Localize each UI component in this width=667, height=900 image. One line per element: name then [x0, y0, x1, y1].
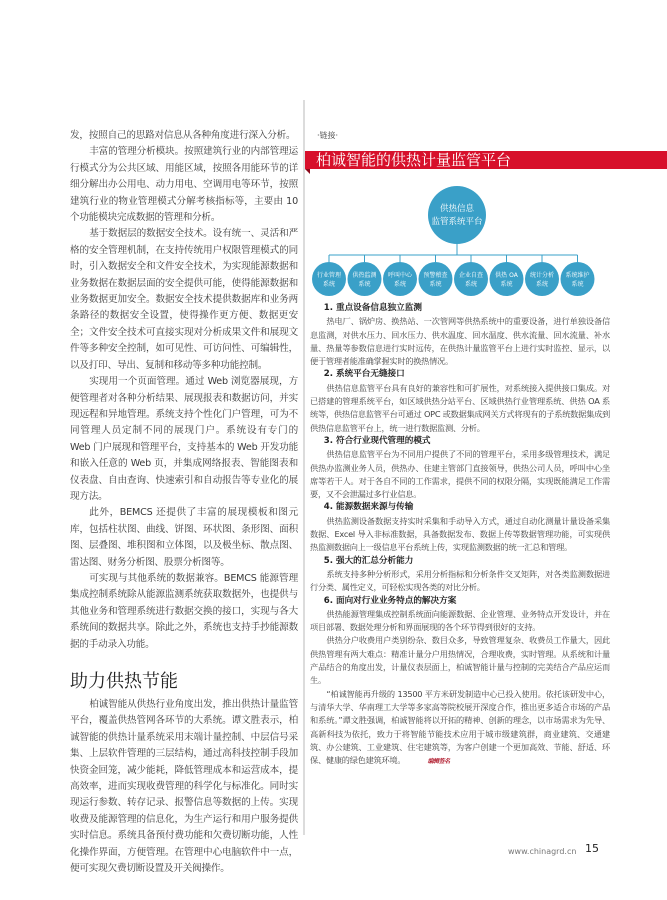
sidebar-item [310, 555, 610, 595]
item-heading: 5. 强大的汇总分析能力 [323, 555, 414, 566]
banner-fold [305, 169, 310, 174]
footer-url[interactable]: www.chinagrd.cn [508, 847, 577, 856]
sidebar-item [310, 435, 610, 501]
sidebar-item [310, 368, 610, 434]
child-node-label-1: 呼叫中心 [387, 272, 413, 279]
child-node-label-2: 系统 [500, 281, 513, 288]
child-node-label-2: 系统 [322, 281, 336, 288]
child-node-label-2: 系统 [535, 281, 549, 288]
child-node [490, 262, 524, 296]
section-heading: 助力供热节能 [70, 671, 178, 692]
item-paragraph [310, 688, 610, 769]
child-node-label-1: 预警稽查 [423, 272, 448, 279]
child-node-label-2: 系统 [358, 281, 371, 288]
sidebar-item [310, 302, 610, 368]
paragraph: 实现用一个页面管理。通过 Web 浏览器展现，方便管理者对各种分析结果、展现报表和数据访问，并实现远程和异地管理。系统支持个性化门户管理，可为不同管理人员定制不同的展现门户。系统设有专门的 Web 门户展现和管理平台，支持基本的 Web 开发功能和嵌入任意的 Web 页，并集成网络报表、智能图表和仪表盘、自由查询、快速索引和自动报告等专业化的展现方法。 [70, 376, 298, 502]
child-node [348, 262, 382, 296]
paragraph: 丰富的管理分析模块。按照建筑行业的内部管理运行模式分为公共区域、用能区域，按照各用能环节的详细分解出办公用电、动力用电、空调用电等环节，按照建筑行业的物业管理模式分解考核指标等，主要由 10 个功能模块完成数据的管理和分析。 [70, 146, 298, 224]
child-node [525, 262, 559, 296]
diagram-connectors [329, 244, 578, 262]
child-node-label-1: 供热监测 [352, 272, 377, 279]
child-node-label-2: 系统 [464, 281, 478, 288]
item-paragraph: 供热能源管理集成控制系统面向能源数据、企业管理、业务特点开发设计，并在项目部署、数据处理分析和界面展现的各个环节得到很好的支持。 [310, 608, 610, 633]
child-node [383, 262, 417, 296]
platform-diagram [310, 175, 610, 300]
editor-signature: 编辑签名 [427, 758, 450, 766]
child-node-circle [490, 262, 524, 296]
sidebar-item [310, 595, 610, 769]
item-paragraph: 供热监测设备数据支持实时采集和手动导入方式，通过自动化测量计量设备采集数据、Excel 导入非标准数据，具备数据发布、数据上传等数据管理功能，可实现供热监测数据向上一级信息平台系统上传，实现监测数据的统一汇总和管理。 [310, 515, 610, 553]
root-node [428, 186, 486, 244]
item-paragraph: 热电厂、锅炉房、换热站、一次管网等供热系统中的重要设备，进行单独设备信息监测，对供水压力、回水压力、供水温度、回水温度、供水流量、回水流量、补水量、热量等参数信息进行实时远传，在供热计量监管平台上进行实时监控、显示，以便于管理者能准确掌握实时的换热情况。 [310, 316, 610, 367]
item-heading: 4. 能源数据来源与传输 [323, 502, 414, 513]
item-heading: 6. 面向对行业业务特点的解决方案 [323, 595, 457, 606]
child-node-label-1: 系统维护 [565, 272, 590, 279]
column-divider [303, 100, 305, 835]
child-node-label-1: 企业自查 [458, 272, 484, 279]
child-node [454, 262, 488, 296]
paragraph: 柏诚智能从供热行业角度出发，推出供热计量监管平台，覆盖供热管网各环节的大系统。谭文胜表示，柏诚智能的供热计量系统采用末端计量控制、中层信号采集、上层软件管理的三层结构，通过高科技控制手段加快资金回笼，减少能耗，降低管理成本和运营成本，提高效率，进而实现收费管理的科学化与标准化。同时实现运行参数、转存记录、报警信息等数据的上传。实现收费及能源管理的信息化，为生产运行和用户服务提供实时信息。系统具备预付费功能和欠费切断功能，人性化操作界面，方便管理。在管理中心电脑软件中一点，便可实现欠费切断设置及开关阀操作。 [70, 699, 298, 875]
root-node-label-1: 供热信息 [439, 204, 475, 214]
paragraph: 此外，BEMCS 还提供了丰富的展现模板和图元库，包括柱状图、曲线、饼图、环状图、条形图、面积图、层叠图、堆积图和立体图，以及极坐标、散点图、雷达图、财务分析图、股票分析图等。 [70, 507, 298, 568]
paragraph: 发，按照自己的思路对信息从各种角度进行深入分析。 [70, 130, 296, 141]
child-node-circle [383, 262, 417, 296]
item-paragraph: 供热信息监管平台为不同用户提供了不同的管理平台，采用多级管理技术，满足供热办监测业务人员，供热办、住建主管部门直接领导，供热公司人员，呼叫中心坐席等若干人。对于各自不同的工作需求，提供不同的权限分隔，实现既能满足工作需要，又不会泄漏过多行业信息。 [310, 449, 610, 500]
item-heading: 1. 重点设备信息独立监测 [323, 303, 422, 313]
child-node [419, 262, 453, 296]
root-node-circle [428, 186, 486, 244]
child-node-label-1: 统计分析 [529, 272, 555, 279]
child-node-label-2: 系统 [429, 281, 442, 288]
root-node-label-2: 监管系统平台 [431, 217, 483, 227]
child-node [561, 262, 595, 296]
child-node-label-1: 供热 OA [495, 272, 518, 279]
child-node-circle [525, 262, 559, 296]
item-paragraph: 系统支持多种分析形式，采用分析指标和分析条件交叉矩阵，对各类监测数据进行分类、属性定义，可轻松实现各类的对比分析。 [310, 568, 610, 593]
sidebar-title: 柏诚智能的供热计量监管平台 [316, 151, 512, 169]
child-node-circle [419, 262, 453, 296]
child-node [312, 262, 346, 296]
child-node-label-2: 系统 [571, 281, 584, 288]
item-paragraph: 供热信息监管平台具有良好的兼容性和可扩展性，对系统接入提供接口集成。对已搭建的管理系统平台，如区域供热分站平台、区域供热行业管理系统、供热 OA 系统等，供热信息监管平台可通过 OPC 或数据集成网关方式将现有的子系统数据集成到供热信息监管平台上，统一进行数据监测、分析。 [310, 382, 610, 433]
sidebar-item [310, 501, 610, 554]
item-paragraph: 供热分户收费用户类别纷杂、数目众多，导致管理复杂、收费员工作量大，因此供热管理有两大难点：精准计量分户用热情况，合理收费，实时管理。从系统和计量产品结合的角度出发，计量仪表层面上，柏诚智能计量与控制的完美结合产品应运而生。 [310, 635, 610, 686]
child-node-circle [561, 262, 595, 296]
closing-paragraph-text: “柏诚智能再升级的 13500 平方米研发制造中心已投入使用。依托该研发中心，与清华大学、华南理工大学等多家高等院校展开深度合作，推出更多适合市场的产品和系统。”谭文胜强调，柏诚智能将以开拓的精神、创新的理念，以市场需求为先导、高新科技为依托，致力于将智能节能技术应用于城市级建筑群，商业建筑、交通建筑、办公建筑、工业建筑、住宅建筑等，为客户创建一个更加高效、节能、舒适、环保、健康的绿色建筑环境。 [310, 688, 610, 766]
child-node-label-2: 系统 [393, 281, 407, 288]
paragraph: 可实现与其他系统的数据兼容。BEMCS 能源管理集成控制系统除从能源监测系统获取数据外，也提供与其他业务和管理系统进行数据交换的接口，实现与各大系统间的数据共享。除此之外，系统也支持手抄能源数据的手动录入功能。 [70, 572, 298, 650]
paragraph: 基于数据层的数据安全技术。设有统一、灵活和严格的安全管理机制，在支持传统用户权限管理模式的同时，引入数据安全和文件安全技术，为实现能源数据和业务数据在数据层面的安全提供可能，使得能源数据和业务数据更加安全。数据安全技术提供数据库和业务两条路径的数据安全设置，使得操作更方便、数据更安全；文件安全技术可直接实现对分析成果文件和展现文件等多种安全控制，如可见性、可访问性、可编辑性，以及打印、导出、复制和移动等多种功能控制。 [70, 228, 298, 371]
child-node-circle [312, 262, 346, 296]
item-heading: 2. 系统平台无缝接口 [323, 369, 405, 380]
item-heading: 3. 符合行业现代管理的模式 [323, 435, 431, 446]
child-node-circle [348, 262, 382, 296]
child-node-circle [454, 262, 488, 296]
page-number: 15 [585, 842, 599, 855]
child-nodes [312, 262, 595, 296]
sidebar-body [310, 302, 610, 768]
link-tag: ·链接· [317, 131, 339, 140]
left-column [70, 128, 298, 877]
child-node-label-1: 行业管理 [316, 272, 342, 279]
